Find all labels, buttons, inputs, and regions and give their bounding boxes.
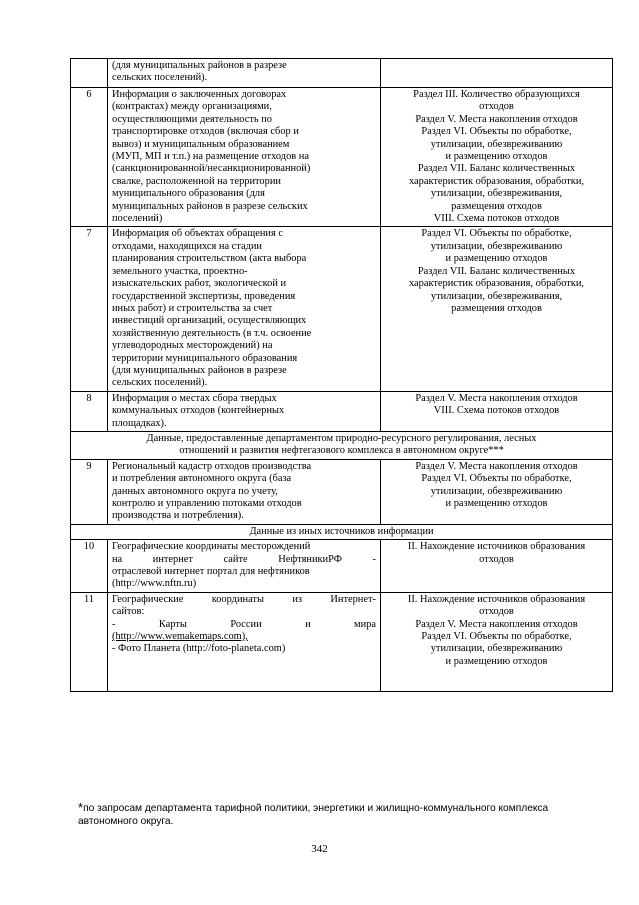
table-row: [71, 227, 613, 391]
section-header-other-sources: Данные из иных источников информации: [71, 524, 613, 539]
row-sections: Раздел V. Места накопления отходов Раздел VI. Объекты по обработке, утилизации, обезвреживанию и размещению отходов: [381, 459, 613, 524]
justified-line: Географические координаты из Интернет-: [112, 593, 376, 605]
row-number: 7: [71, 227, 108, 391]
row-description: Информация о заключенных договорах (контрактах) между организациями, осуществляющими деятельность по транспортировке отходов (включая сбор и вывоз) и муниципальным образованием (МУП, МП и т.п.) на размещение отходов на (санкционированной/несанкционированной) свалке, расположенной на территории муниципального образования (для муниципальных районов в разрезе сельских поселений): [108, 88, 381, 227]
table-row: [71, 391, 613, 431]
section-header-departments: Данные, предоставленные департаментом природно-ресурсного регулирования, лесных отношений и развития нефтегазового комплекса в автономном округе***: [71, 431, 613, 459]
row-description: Географические координаты из Интернет- сайтов: - Карты России и мира (http://www.wemakemaps.com), - Фото Планета (http://foto-planeta.com): [108, 592, 381, 691]
table-row: [71, 459, 613, 524]
page-number: 342: [311, 843, 328, 855]
footnote-text: по запросам департамента тарифной политики, энергетики и жилищно-коммунального комплекса: [83, 803, 549, 814]
row-sections: II. Нахождение источников образования отходов Раздел V. Места накопления отходов Раздел VI. Объекты по обработке, утилизации, обезвреживанию и размещению отходов: [381, 592, 613, 691]
link-wemakemaps[interactable]: (http://www.wemakemaps.com),: [112, 631, 248, 643]
row-description: (для муниципальных районов в разрезе сельских поселений).: [108, 59, 381, 88]
row-sections: Раздел V. Места накопления отходов VIII. Схема потоков отходов: [381, 391, 613, 431]
row-sections: II. Нахождение источников образования отходов: [381, 540, 613, 593]
section-header-row: [71, 524, 613, 539]
row-sections: Раздел VI. Объекты по обработке, утилизации, обезвреживанию и размещению отходов Раздел VII. Баланс количественных характеристик образования, обработки, утилизации, обезвреживания, размещения отходов: [381, 227, 613, 391]
table-row: [71, 540, 613, 593]
row-number: 10: [71, 540, 108, 593]
footnote-text-continued: автономного округа.: [78, 816, 174, 827]
table-row: [71, 59, 613, 88]
row-number: 6: [71, 88, 108, 227]
row-number: [71, 59, 108, 88]
table-row: [71, 88, 613, 227]
data-sources-table: [70, 58, 613, 692]
link-foto-planeta[interactable]: - Фото Планета (http://foto-planeta.com): [112, 643, 286, 655]
footnote: [78, 801, 608, 828]
section-header-row: [71, 431, 613, 459]
justified-line: на интернет сайте НефтяникиРФ -: [112, 553, 376, 565]
link-nftn[interactable]: (http://www.nftn.ru): [112, 578, 197, 590]
table-row: [71, 592, 613, 691]
row-description: Информация о местах сбора твердых коммунальных отходов (контейнерных площадках).: [108, 391, 381, 431]
justified-line: - Карты России и мира: [112, 618, 376, 630]
row-number: 8: [71, 391, 108, 431]
row-sections: Раздел III. Количество образующихся отходов Раздел V. Места накопления отходов Раздел VI. Объекты по обработке, утилизации, обезвреживанию и размещению отходов Раздел VII. Баланс количественных характеристик образования, обработки, утилизации, обезвреживания, размещения отходов VIII. Схема потоков отходов: [381, 88, 613, 227]
row-description: Географические координаты месторождений на интернет сайте НефтяникиРФ - отраслевой интернет портал для нефтяников (http://www.nftn.ru): [108, 540, 381, 593]
row-number: 11: [71, 592, 108, 691]
footnote-mark: *: [78, 800, 84, 815]
row-description: Региональный кадастр отходов производства и потребления автономного округа (база данных автономного округа по учету, контролю и управлению потоками отходов производства и потребления).: [108, 459, 381, 524]
row-sections: [381, 59, 613, 88]
row-number: 9: [71, 459, 108, 524]
row-description: Информация об объектах обращения с отходами, находящихся на стадии планирования строительством (акта выбора земельного участка, проектно- изыскательских работ, экологической и государственной экспертизы, проведения иных работ) и строительства за счет инвестиций организаций, осуществляющих хозяйственную деятельность (в т.ч. освоение углеводородных месторождений) на территории муниципального образования (для муниципальных районов в разрезе сельских поселений).: [108, 227, 381, 391]
